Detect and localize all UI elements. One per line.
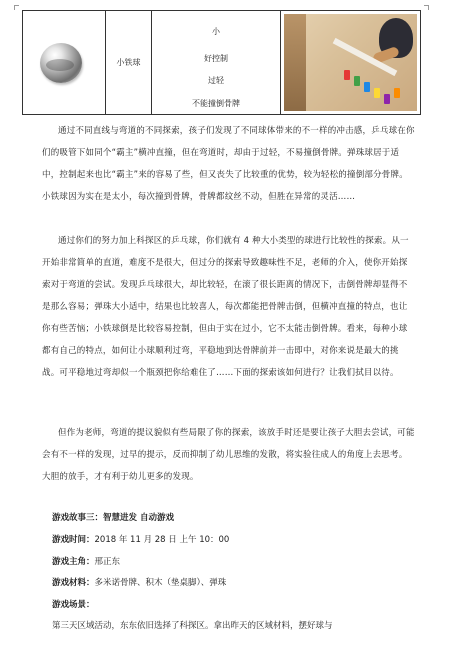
story-lead-label: 游戏主角：	[52, 557, 95, 567]
photo-domino	[394, 88, 400, 98]
photo-domino	[384, 94, 390, 104]
story-title	[52, 511, 422, 523]
photo-domino	[354, 76, 360, 86]
story-materials-value: 多米诺骨牌、积木（垫桌脚）、弹珠	[94, 578, 227, 588]
story-scene-label: 游戏场景：	[52, 600, 95, 610]
story-title-label: 游戏故事三：	[52, 513, 104, 523]
story-title-value: 智慧进发 自动游戏	[103, 513, 174, 523]
story-time-label: 游戏时间：	[52, 535, 95, 545]
corner-mark-top-right	[424, 5, 429, 10]
story-materials	[52, 576, 422, 588]
photo-domino	[344, 70, 350, 80]
photo-domino	[374, 88, 380, 98]
feature-1: 小	[212, 27, 220, 36]
story-lead-value: 邢正东	[94, 557, 121, 567]
story-scene	[52, 598, 422, 610]
paragraph-3: 但作为老师，弯道的提议貌似有些局限了你的探索，该放手时还是要让孩子大胆去尝试，可能会有不一样的发现，过早的提示，反而抑制了幼儿思维的发散，将实验往成人的角度上去思考。大胆的放手，才有利于幼儿更多的发现。	[42, 428, 415, 482]
story-scene-text: 第三天区域活动，东东依旧选择了科探区。拿出昨天的区域材料，摆好球与	[52, 621, 333, 631]
feature-4: 不能撞倒骨牌	[192, 99, 240, 108]
item-name: 小铁球	[116, 58, 141, 67]
iron-ball-image	[40, 43, 82, 83]
story-lead	[52, 555, 422, 567]
story-time	[52, 533, 422, 545]
features-cell	[152, 11, 281, 114]
story-materials-label: 游戏材料：	[52, 578, 95, 588]
photo-cell	[281, 11, 420, 114]
comparison-table	[22, 10, 421, 115]
paragraph-2: 通过你们的努力加上科探区的乒乓球，你们就有 4 种大小类型的球进行比较性的探索。从一开始非常简单的直道，难度不是很大，但过分的探索导致趣味性不足，老师的介入，使你开始探索对于弯道的尝试。发现乒乓球很大，却比较轻，在滚了很长距离的情况下，击倒骨牌却显得不是那么容易；弹珠大小适中，结果也比较喜人，每次都能把骨牌击倒，但横冲直撞的特点，也让你有些苦恼；小铁球倒是比较容易控制，但由于实在过小，它不太能击倒骨牌。看来，每种小球都有自己的特点，如何让小球顺利过弯，平稳地到达骨牌前并一击即中，对你来说是最大的挑战。可平稳地过弯却似一个瓶颈把你给难住了……下面的探索该如何进行？让我们拭目以待。	[42, 236, 409, 378]
corner-mark-top-left	[14, 5, 19, 10]
paragraph-1: 通过不同直线与弯道的不同探索，孩子们发现了不同球体带来的不一样的冲击感，乒乓球在你们的吸管下如同个“霸主”横冲直撞，但在弯道时，却由于过轻，不易撞倒骨牌。弹珠球居于适中，控制起来也比“霸主”来的容易了些，但又丧失了比较重的优势，较为轻松的撞倒部分骨牌。小铁球因为实在是太小，每次撞到骨牌，骨牌都纹丝不动，但胜在异常的灵活……	[42, 126, 415, 202]
item-name-cell	[106, 11, 152, 114]
photo-shelf	[284, 14, 306, 111]
ball-image-cell	[23, 11, 106, 114]
photo-domino	[364, 82, 370, 92]
story-time-value: 2018 年 11 月 28 日 上午 10：00	[94, 535, 230, 545]
feature-2: 好控制	[204, 54, 228, 63]
feature-3: 过轻	[208, 76, 224, 85]
activity-photo	[284, 14, 417, 111]
